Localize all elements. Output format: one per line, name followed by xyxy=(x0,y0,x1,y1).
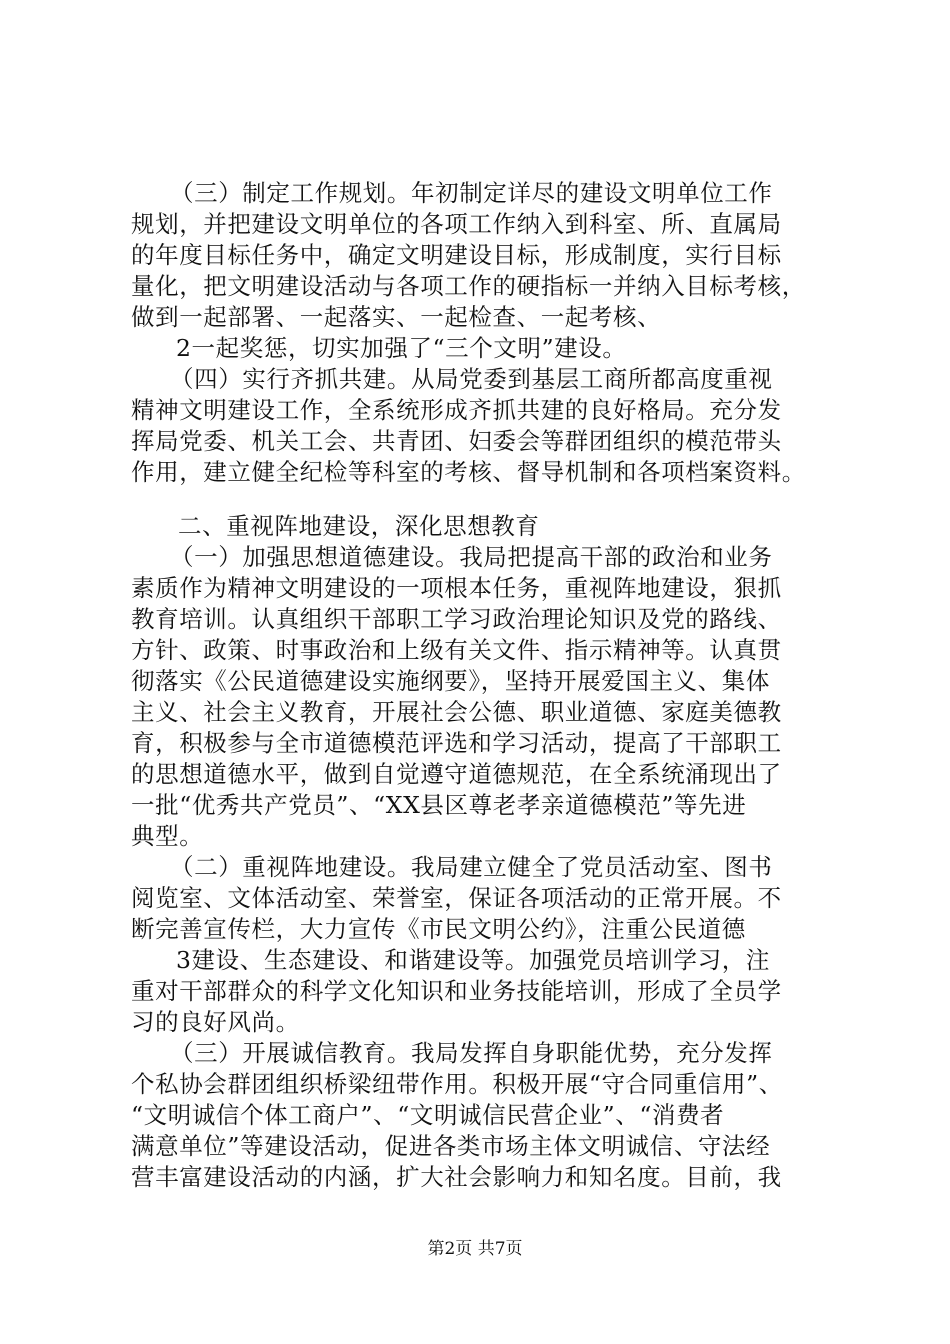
paragraph-line: 彻落实《公民道德建设实施纲要》，坚持开展爱国主义、集体 xyxy=(131,667,770,695)
paragraph-line: 阅览室、文体活动室、荣誉室，保证各项活动的正常开展。不 xyxy=(131,884,782,912)
paragraph-line: 2一起奖惩，切实加强了“三个文明”建设。 xyxy=(176,334,627,362)
paragraph-line: “文明诚信个体工商户”、“文明诚信民营企业”、“消费者 xyxy=(131,1101,725,1129)
paragraph-line: 典型。 xyxy=(131,822,204,850)
paragraph-line: 教育培训。认真组织干部职工学习政治理论知识及党的路线、 xyxy=(131,605,782,633)
paragraph-line: 3建设、生态建设、和谐建设等。加强党员培训学习，注 xyxy=(176,946,770,974)
paragraph-line: （三）开展诚信教育。我局发挥自身职能优势，充分发挥 xyxy=(170,1039,773,1067)
paragraph-line: 重对干部群众的科学文化知识和业务技能培训，形成了全员学 xyxy=(131,977,782,1005)
page-number-footer: 第2页 共7页 xyxy=(427,1239,523,1259)
paragraph-line: 方针、政策、时事政治和上级有关文件、指示精神等。认真贯 xyxy=(131,636,782,664)
paragraph-line: 满意单位”等建设活动，促进各类市场主体文明诚信、守法经 xyxy=(131,1132,771,1160)
paragraph-line: 营丰富建设活动的内涵，扩大社会影响力和知名度。目前，我 xyxy=(131,1163,782,1191)
paragraph-line: 的思想道德水平，做到自觉遵守道德规范，在全系统涌现出了 xyxy=(131,760,782,788)
paragraph-line: 做到一起部署、一起落实、一起检查、一起考核、 xyxy=(131,303,662,331)
paragraph-line: （一）加强思想道德建设。我局把提高干部的政治和业务 xyxy=(170,543,773,571)
paragraph-line: 断完善宣传栏，大力宣传《市民文明公约》，注重公民道德 xyxy=(131,915,746,943)
paragraph-line: 育，积极参与全市道德模范评选和学习活动，提高了干部职工 xyxy=(131,729,782,757)
paragraph-line: 素质作为精神文明建设的一项根本任务，重视阵地建设，狠抓 xyxy=(131,574,782,602)
paragraph-line: 习的良好风尚。 xyxy=(131,1008,300,1036)
section-heading: 二、重视阵地建设，深化思想教育 xyxy=(178,512,540,540)
paragraph-line: 个私协会群团组织桥梁纽带作用。积极开展“守合同重信用”、 xyxy=(131,1070,783,1098)
paragraph-line: 挥局党委、机关工会、共青团、妇委会等群团组织的模范带头 xyxy=(131,427,782,455)
paragraph-line: 主义、社会主义教育，开展社会公德、职业道德、家庭美德教 xyxy=(131,698,782,726)
paragraph-line: （四）实行齐抓共建。从局党委到基层工商所都高度重视 xyxy=(170,365,773,393)
paragraph-line: 精神文明建设工作，全系统形成齐抓共建的良好格局。充分发 xyxy=(131,396,782,424)
paragraph-line: 的年度目标任务中，确定文明建设目标，形成制度，实行目标 xyxy=(131,241,782,269)
paragraph-line: 一批“优秀共产党员”、“XX县区尊老孝亲道德模范”等先进 xyxy=(131,791,747,819)
paragraph-line: 规划，并把建设文明单位的各项工作纳入到科室、所、直属局 xyxy=(131,210,782,238)
paragraph-line: （三）制定工作规划。年初制定详尽的建设文明单位工作 xyxy=(170,179,773,207)
paragraph-line: 量化，把文明建设活动与各项工作的硬指标一并纳入目标考核， xyxy=(131,272,806,300)
paragraph-line: （二）重视阵地建设。我局建立健全了党员活动室、图书 xyxy=(170,853,773,881)
paragraph-line: 作用，建立健全纪检等科室的考核、督导机制和各项档案资料。 xyxy=(131,458,806,486)
